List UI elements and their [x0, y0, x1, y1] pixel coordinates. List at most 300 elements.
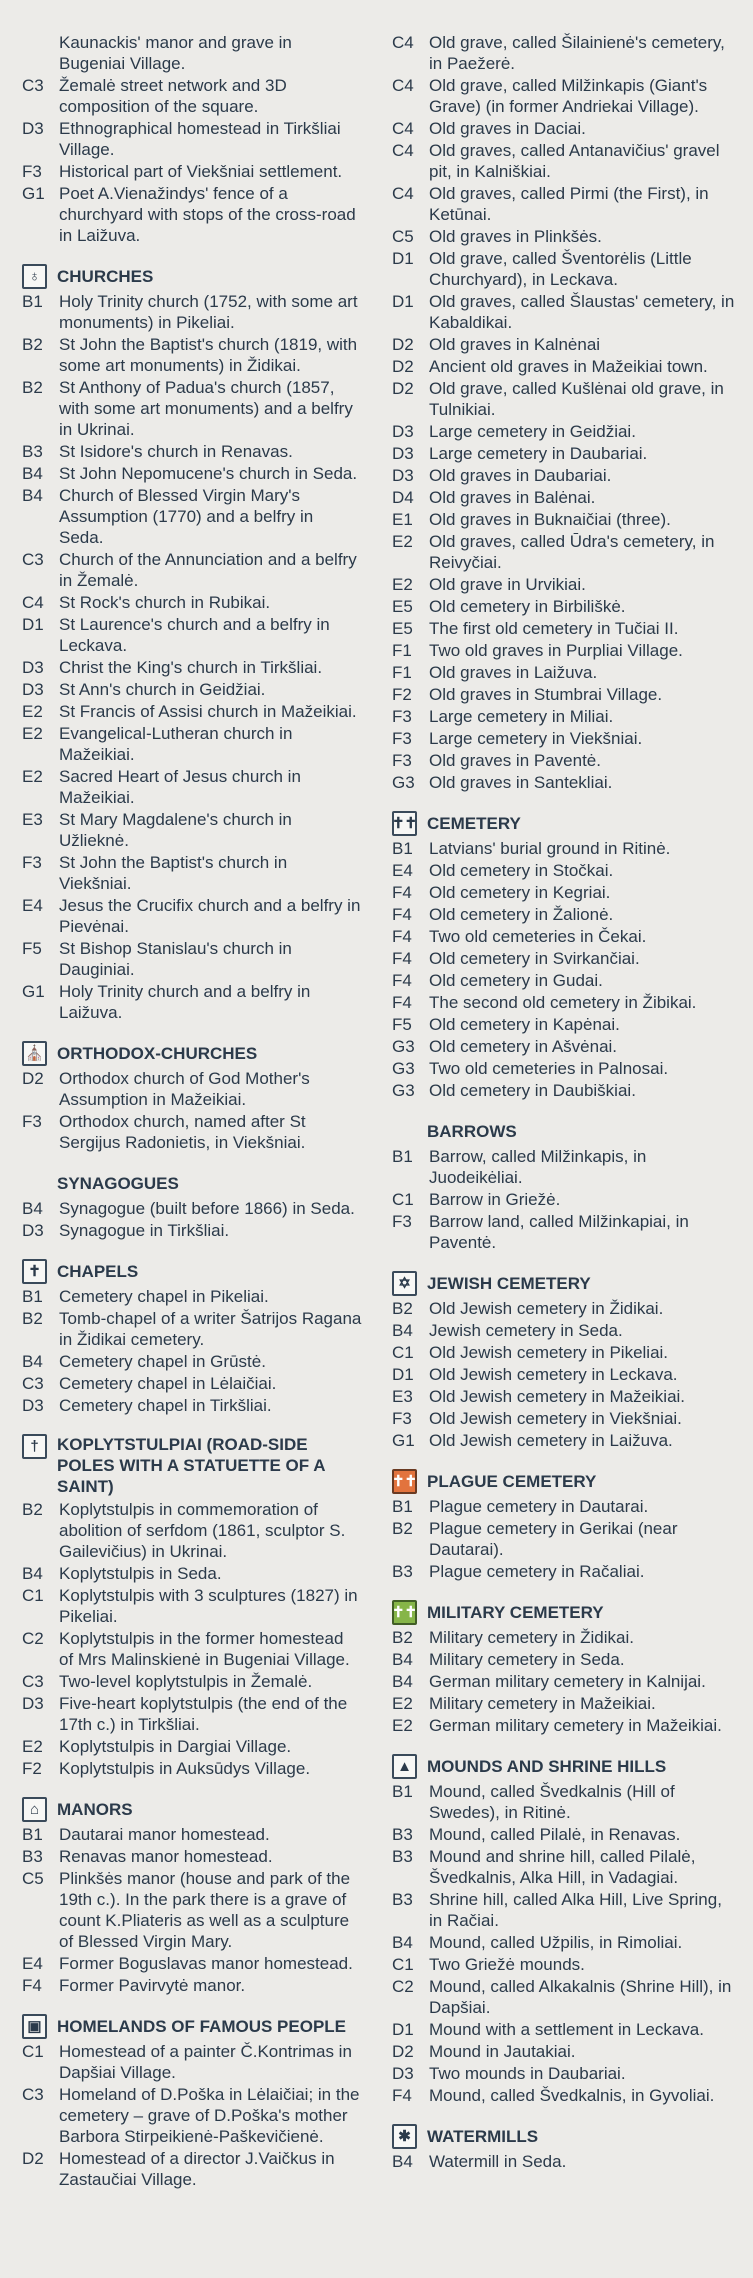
entry-description: Plague cemetery in Gerikai (near Dautarai). [429, 1519, 678, 1559]
map-grid-code: B4 [392, 1321, 413, 1340]
entry-description: Old cemetery in Kegriai. [429, 883, 611, 902]
entry-description: Old Jewish cemetery in Laižuva. [429, 1431, 673, 1450]
list-item [22, 183, 362, 246]
entry-description: Dautarai manor homestead. [59, 1825, 270, 1844]
map-grid-code: D3 [392, 422, 414, 441]
map-grid-code: B1 [392, 1147, 413, 1166]
entry-description: Jesus the Crucifix church and a belfry in Pievėnai. [59, 896, 361, 936]
list-item [392, 1518, 737, 1560]
entry-description: The second old cemetery in Žibikai. [429, 993, 697, 1012]
map-grid-code: F4 [392, 971, 412, 990]
map-grid-code: C4 [392, 184, 414, 203]
list-item [22, 161, 362, 182]
entry-description: Renavas manor homestead. [59, 1847, 273, 1866]
map-grid-code: F4 [392, 905, 412, 924]
entry-description: Mound and shrine hill, called Pilalė, Švedkalnis, Alka Hill, in Vadagiai. [429, 1847, 696, 1887]
list-item [22, 2084, 362, 2147]
list-item [392, 1189, 737, 1210]
map-grid-code: D3 [22, 680, 44, 699]
list-item [392, 378, 737, 420]
list-item [22, 1068, 362, 1110]
section-title: WATERMILLS [427, 2127, 539, 2146]
chapel-icon: ✝ [22, 1259, 47, 1284]
map-grid-code: D3 [392, 466, 414, 485]
list-item [392, 772, 737, 793]
list-item [392, 1824, 737, 1845]
entry-description: Mound with a settlement in Leckava. [429, 2020, 704, 2039]
map-grid-code: E2 [22, 702, 43, 721]
map-grid-code: B4 [392, 1672, 413, 1691]
list-item [392, 2063, 737, 2084]
entry-description: St John Nepomucene's church in Seda. [59, 464, 358, 483]
map-grid-code: G3 [392, 1081, 415, 1100]
map-grid-code: F4 [392, 883, 412, 902]
map-grid-code: F4 [392, 927, 412, 946]
section-title: JEWISH CEMETERY [427, 1274, 591, 1293]
section-title: ORTHODOX-CHURCHES [57, 1044, 258, 1063]
list-item [22, 1953, 362, 1974]
entry-description: St Anthony of Padua's church (1857, with some art monuments) and a belfry in Ukrinai. [59, 378, 353, 439]
section-title: MILITARY CEMETERY [427, 1603, 604, 1622]
entry-description: Old Jewish cemetery in Židikai. [429, 1299, 664, 1318]
entry-description: Mound, called Užpilis, in Rimoliai. [429, 1933, 683, 1952]
map-grid-code: B1 [392, 1497, 413, 1516]
list-item [22, 1308, 362, 1350]
map-grid-code: B1 [392, 839, 413, 858]
list-item [392, 750, 737, 771]
map-grid-code: B4 [22, 1352, 43, 1371]
list-item [392, 662, 737, 683]
map-grid-code: C1 [392, 1955, 414, 1974]
list-item [392, 509, 737, 530]
list-item [22, 614, 362, 656]
barrow-icon [392, 1119, 417, 1144]
map-grid-code: B2 [22, 335, 43, 354]
list-item [392, 1627, 737, 1648]
list-item [392, 75, 737, 117]
section-heading-jewish-cemetery [392, 1271, 737, 1296]
entry-description: Koplytstulpis in Auksūdys Village. [59, 1759, 311, 1778]
section-title: SYNAGOGUES [57, 1174, 179, 1193]
map-grid-code: C1 [392, 1343, 414, 1362]
entry-description: Latvians' burial ground in Ritinė. [429, 839, 671, 858]
entry-description: Plinkšės manor (house and park of the 19th c.). In the park there is a grave of count K.Pliateris as well as a sculpture of Blessed Virgin Mary. [59, 1869, 351, 1951]
map-grid-code: F2 [22, 1759, 42, 1778]
entry-description: Old grave, called Kušlėnai old grave, in Tulnikiai. [429, 379, 724, 419]
entry-description: Tomb-chapel of a writer Šatrijos Ragana in Židikai cemetery. [59, 1309, 362, 1349]
entry-description: Former Boguslavas manor homestead. [59, 1954, 353, 1973]
entry-description: Old graves in Stumbrai Village. [429, 685, 663, 704]
section-title: MOUNDS AND SHRINE HILLS [427, 1757, 667, 1776]
list-item [392, 706, 737, 727]
map-grid-code: B3 [392, 1847, 413, 1866]
list-item [22, 592, 362, 613]
entry-description: Cemetery chapel in Lėlaičiai. [59, 1374, 277, 1393]
list-item [22, 852, 362, 894]
entry-description: Holy Trinity church (1752, with some art monuments) in Pikeliai. [59, 292, 358, 332]
entry-description: Barrow land, called Milžinkapiai, in Paventė. [429, 1212, 689, 1252]
map-grid-code: F3 [392, 1409, 412, 1428]
section-heading-churches [22, 264, 362, 289]
entry-description: Plague cemetery in Račaliai. [429, 1562, 645, 1581]
section-heading-homelands-of-famous-people [22, 2014, 362, 2039]
list-item [392, 618, 737, 639]
list-item [392, 2151, 737, 2172]
list-item [392, 1954, 737, 1975]
map-grid-code: B4 [392, 1933, 413, 1952]
entry-description: Large cemetery in Miliai. [429, 707, 614, 726]
entry-description: Mound, called Alkakalnis (Shrine Hill), in Dapšiai. [429, 1977, 732, 2017]
section-heading-military-cemetery [392, 1600, 737, 1625]
map-grid-code: C3 [22, 76, 44, 95]
entry-description: Old graves, called Pirmi (the First), in Ketūnai. [429, 184, 709, 224]
map-grid-code: F1 [392, 663, 412, 682]
map-grid-code: D3 [22, 1694, 44, 1713]
entry-description: Military cemetery in Židikai. [429, 1628, 634, 1647]
list-item [22, 1198, 362, 1219]
entry-description: Cemetery chapel in Pikeliai. [59, 1287, 269, 1306]
section-title: CEMETERY [427, 814, 521, 833]
list-item [392, 1058, 737, 1079]
list-item [392, 1496, 737, 1517]
map-grid-code: D4 [392, 488, 414, 507]
list-item [22, 75, 362, 117]
list-item [22, 1736, 362, 1757]
entry-description: Former Pavirvytė manor. [59, 1976, 246, 1995]
entry-description: Old grave, called Šilainienė's cemetery, in Paežerė. [429, 33, 725, 73]
list-item [22, 1868, 362, 1952]
map-grid-code: C4 [22, 593, 44, 612]
list-item [392, 1561, 737, 1582]
list-item [392, 1430, 737, 1451]
list-item [392, 118, 737, 139]
map-grid-code: B3 [22, 442, 43, 461]
map-grid-code: E1 [392, 510, 413, 529]
list-item [392, 1408, 737, 1429]
list-item [22, 1824, 362, 1845]
map-grid-code: F3 [22, 162, 42, 181]
map-grid-code [22, 32, 59, 74]
list-item [392, 183, 737, 225]
map-grid-code: B4 [392, 2152, 413, 2171]
entry-description: The first old cemetery in Tučiai II. [429, 619, 679, 638]
map-grid-code: B1 [22, 292, 43, 311]
map-grid-code: F5 [22, 939, 42, 958]
watermill-icon: ✱ [392, 2124, 417, 2149]
list-item [392, 226, 737, 247]
entry-description: Orthodox church of God Mother's Assumption in Mažeikiai. [59, 1069, 310, 1109]
entry-description: Old graves in Buknaičiai (three). [429, 510, 671, 529]
list-item [392, 465, 737, 486]
list-item [392, 926, 737, 947]
entry-description: Ethnographical homestead in Tirkšliai Village. [59, 119, 341, 159]
entry-description: Sacred Heart of Jesus church in Mažeikiai. [59, 767, 301, 807]
map-grid-code: C3 [22, 2085, 44, 2104]
section-title: CHAPELS [57, 1262, 139, 1281]
list-item [392, 1693, 737, 1714]
entry-description: Old grave, called Šventorėlis (Little Churchyard), in Leckava. [429, 249, 692, 289]
entry-description: Old graves, called Ūdra's cemetery, in Reivyčiai. [429, 532, 715, 572]
list-item [22, 118, 362, 160]
list-item [22, 701, 362, 722]
map-grid-code: E2 [22, 767, 43, 786]
entry-description: Old cemetery in Svirkančiai. [429, 949, 640, 968]
list-item [392, 1976, 737, 2018]
entry-description: Old graves, called Antanavičius' gravel pit, in Kalniškiai. [429, 141, 720, 181]
map-grid-code: E4 [22, 896, 43, 915]
list-item [22, 441, 362, 462]
list-item [392, 1146, 737, 1188]
entry-description: Jewish cemetery in Seda. [429, 1321, 623, 1340]
map-grid-code: B2 [392, 1299, 413, 1318]
list-item [392, 1386, 737, 1407]
list-item [392, 596, 737, 617]
list-item [392, 1211, 737, 1253]
map-grid-code: C4 [392, 76, 414, 95]
list-item [392, 356, 737, 377]
jewish-cemetery-icon: ✡ [392, 1271, 417, 1296]
entry-description: Mound, called Švedkalnis, in Gyvoliai. [429, 2086, 715, 2105]
list-item [22, 1671, 362, 1692]
map-grid-code: C3 [22, 1374, 44, 1393]
map-grid-code: C2 [22, 1629, 44, 1648]
map-grid-code: F3 [392, 1212, 412, 1231]
list-item [392, 860, 737, 881]
list-item [22, 679, 362, 700]
map-grid-code: G3 [392, 1037, 415, 1056]
entry-description: Old grave, called Milžinkapis (Giant's Grave) (in former Andriekai Village). [429, 76, 708, 116]
map-grid-code: D3 [22, 119, 44, 138]
section-heading-mounds-and-shrine-hills [392, 1754, 737, 1779]
section-title: CHURCHES [57, 267, 154, 286]
entry-description: St John the Baptist's church (1819, with some art monuments) in Židikai. [59, 335, 358, 375]
section-title: MANORS [57, 1800, 133, 1819]
map-grid-code: F3 [392, 751, 412, 770]
entry-description: Church of Blessed Virgin Mary's Assumption (1770) and a belfry in Seda. [59, 486, 314, 547]
map-grid-code: C1 [22, 1586, 44, 1605]
entry-description: Synagogue in Tirkšliai. [59, 1221, 230, 1240]
homestead-icon: ▣ [22, 2014, 47, 2039]
list-item [392, 32, 737, 74]
entry-description: Historical part of Viekšniai settlement. [59, 162, 343, 181]
list-item [392, 1649, 737, 1670]
section-title: KOPLYTSTULPIAI (ROAD-SIDE POLES WITH A STATUETTE OF A SAINT) [57, 1435, 325, 1496]
entry-description: German military cemetery in Kalnijai. [429, 1672, 706, 1691]
map-grid-code: E2 [392, 1694, 413, 1713]
map-grid-code: D2 [392, 335, 414, 354]
entry-description: Mound in Jautakiai. [429, 2042, 576, 2061]
list-item [22, 657, 362, 678]
list-item [392, 882, 737, 903]
list-item [22, 1373, 362, 1394]
entry-description: Two old graves in Purpliai Village. [429, 641, 683, 660]
map-grid-code: G1 [22, 184, 45, 203]
list-item [392, 2041, 737, 2062]
list-item [392, 574, 737, 595]
entry-description: Military cemetery in Seda. [429, 1650, 625, 1669]
list-item [392, 1671, 737, 1692]
map-grid-code: E4 [22, 1954, 43, 1973]
map-grid-code: B4 [22, 464, 43, 483]
list-item [392, 970, 737, 991]
list-item [22, 1499, 362, 1562]
map-grid-code: D1 [392, 292, 414, 311]
list-item [22, 377, 362, 440]
list-item [392, 2019, 737, 2040]
map-grid-code: E2 [22, 1737, 43, 1756]
map-grid-code: F3 [392, 729, 412, 748]
section-heading-barrows [392, 1119, 737, 1144]
entry-description: Homestead of a painter Č.Kontrimas in Dapšiai Village. [59, 2042, 352, 2082]
map-grid-code: D3 [22, 1396, 44, 1415]
map-grid-code: B3 [392, 1562, 413, 1581]
map-grid-code: E5 [392, 619, 413, 638]
list-item [392, 1846, 737, 1888]
map-grid-code: E2 [392, 575, 413, 594]
list-item [22, 1758, 362, 1779]
map-grid-code: F1 [392, 641, 412, 660]
entry-description: Old cemetery in Daubiškiai. [429, 1081, 636, 1100]
entry-description: Koplytstulpis in Dargiai Village. [59, 1737, 292, 1756]
entry-description: Orthodox church, named after St Sergijus Radonietis, in Viekšniai. [59, 1112, 306, 1152]
entry-description: Cemetery chapel in Grūstė. [59, 1352, 266, 1371]
entry-description: Old cemetery in Gudai. [429, 971, 603, 990]
list-item [22, 549, 362, 591]
list-item [392, 248, 737, 290]
list-item [22, 334, 362, 376]
section-heading-koplytstulpiai-road-side-poles-with-a-statuette-of-a-saint [22, 1434, 362, 1497]
entry-description: Military cemetery in Mažeikiai. [429, 1694, 656, 1713]
list-item [392, 487, 737, 508]
list-item [22, 766, 362, 808]
entry-description: Old graves in Paventė. [429, 751, 601, 770]
entry-description: Mound, called Švedkalnis (Hill of Swedes), in Ritinė. [429, 1782, 675, 1822]
map-grid-code: E3 [22, 810, 43, 829]
map-grid-code: D1 [392, 1365, 414, 1384]
entry-description: St John the Baptist's church in Viekšniai. [59, 853, 288, 893]
map-grid-code: B2 [22, 378, 43, 397]
map-grid-code: B1 [22, 1825, 43, 1844]
entry-description: Old cemetery in Ašvėnai. [429, 1037, 618, 1056]
map-grid-code: D3 [22, 658, 44, 677]
entry-description: Two mounds in Daubariai. [429, 2064, 626, 2083]
entry-description: St Isidore's church in Renavas. [59, 442, 293, 461]
map-grid-code: E3 [392, 1387, 413, 1406]
list-item [22, 1693, 362, 1735]
list-item [392, 443, 737, 464]
entry-description: Old cemetery in Kapėnai. [429, 1015, 620, 1034]
entry-description: Homestead of a director J.Vaičkus in Zastaučiai Village. [59, 2149, 335, 2189]
list-item [392, 1014, 737, 1035]
list-item [22, 2148, 362, 2190]
entry-description: Shrine hill, called Alka Hill, Live Spring, in Račiai. [429, 1890, 722, 1930]
entry-description: Synagogue (built before 1866) in Seda. [59, 1199, 355, 1218]
entry-description: St Rock's church in Rubikai. [59, 593, 271, 612]
list-item [392, 728, 737, 749]
list-item [22, 1563, 362, 1584]
list-item [22, 485, 362, 548]
entry-description: Kaunackis' manor and grave in Bugeniai Village. [59, 33, 292, 73]
list-item [392, 1036, 737, 1057]
entry-description: Two Griežė mounds. [429, 1955, 585, 1974]
map-grid-code: E2 [22, 724, 43, 743]
section-title: PLAGUE CEMETERY [427, 1472, 597, 1491]
entry-description: Žemalė street network and 3D composition of the square. [59, 76, 287, 116]
map-grid-code: F3 [22, 853, 42, 872]
entry-description: Old graves in Balėnai. [429, 488, 596, 507]
list-item [22, 2041, 362, 2083]
list-item [392, 291, 737, 333]
list-item [22, 1220, 362, 1241]
list-item [22, 1351, 362, 1372]
list-item [392, 1932, 737, 1953]
entry-description: Koplytstulpis in Seda. [59, 1564, 222, 1583]
entry-description: St Ann's church in Geidžiai. [59, 680, 266, 699]
entry-description: Koplytstulpis in the former homestead of Mrs Malinskienė in Bugeniai Village. [59, 1629, 350, 1669]
entry-description: Old cemetery in Žalionė. [429, 905, 614, 924]
section-heading-manors [22, 1797, 362, 1822]
entry-description: Five-heart koplytstulpis (the end of the 17th c.) in Tirkšliai. [59, 1694, 348, 1734]
entry-description: Large cemetery in Daubariai. [429, 444, 648, 463]
entry-description: St Bishop Stanislau's church in Dauginiai. [59, 939, 292, 979]
manor-icon: ⌂ [22, 1797, 47, 1822]
entry-description: Poet A.Vienažindys' fence of a churchyard with stops of the cross-road in Laižuva. [59, 184, 356, 245]
map-grid-code: F3 [22, 1112, 42, 1131]
map-grid-code: C3 [22, 550, 44, 569]
map-grid-code: C2 [392, 1977, 414, 1996]
entry-description: Barrow, called Milžinkapis, in Juodeikėliai. [429, 1147, 647, 1187]
map-grid-code: B1 [392, 1782, 413, 1801]
list-item [22, 723, 362, 765]
list-item [22, 1628, 362, 1670]
list-item [392, 1364, 737, 1385]
entry-description: Old cemetery in Stočkai. [429, 861, 614, 880]
cemetery-icon: ✝✝ [392, 811, 417, 836]
list-item [392, 1298, 737, 1319]
map-grid-code: D3 [22, 1221, 44, 1240]
list-item [392, 1889, 737, 1931]
list-item [392, 1080, 737, 1101]
entry-description: Large cemetery in Geidžiai. [429, 422, 636, 441]
map-grid-code: C5 [22, 1869, 44, 1888]
map-grid-code: C5 [392, 227, 414, 246]
section-heading-cemetery [392, 811, 737, 836]
entry-description: Watermill in Seda. [429, 2152, 567, 2171]
map-grid-code: D2 [22, 1069, 44, 1088]
map-grid-code: B4 [22, 1564, 43, 1583]
entry-description: Two-level koplytstulpis in Žemalė. [59, 1672, 313, 1691]
entry-description: Holy Trinity church and a belfry in Laižuva. [59, 982, 311, 1022]
entry-description: Old graves in Daubariai. [429, 466, 612, 485]
entry-description: Old graves in Santekliai. [429, 773, 613, 792]
map-grid-code: D3 [392, 2064, 414, 2083]
entry-description: Old graves in Daciai. [429, 119, 586, 138]
map-grid-code: C3 [22, 1672, 44, 1691]
list-item [392, 1320, 737, 1341]
list-item [392, 992, 737, 1013]
map-grid-code: B4 [392, 1650, 413, 1669]
list-item [22, 1975, 362, 1996]
entry-description: Two old cemeteries in Palnosai. [429, 1059, 669, 1078]
entry-description: Old Jewish cemetery in Pikeliai. [429, 1343, 669, 1362]
entry-description: Evangelical-Lutheran church in Mažeikiai. [59, 724, 293, 764]
map-grid-code: B2 [22, 1500, 43, 1519]
entry-description: Mound, called Pilalė, in Renavas. [429, 1825, 681, 1844]
section-title: HOMELANDS OF FAMOUS PEOPLE [57, 2017, 347, 2036]
left-column [22, 32, 362, 2191]
map-grid-code: B3 [392, 1825, 413, 1844]
map-grid-code: G3 [392, 773, 415, 792]
